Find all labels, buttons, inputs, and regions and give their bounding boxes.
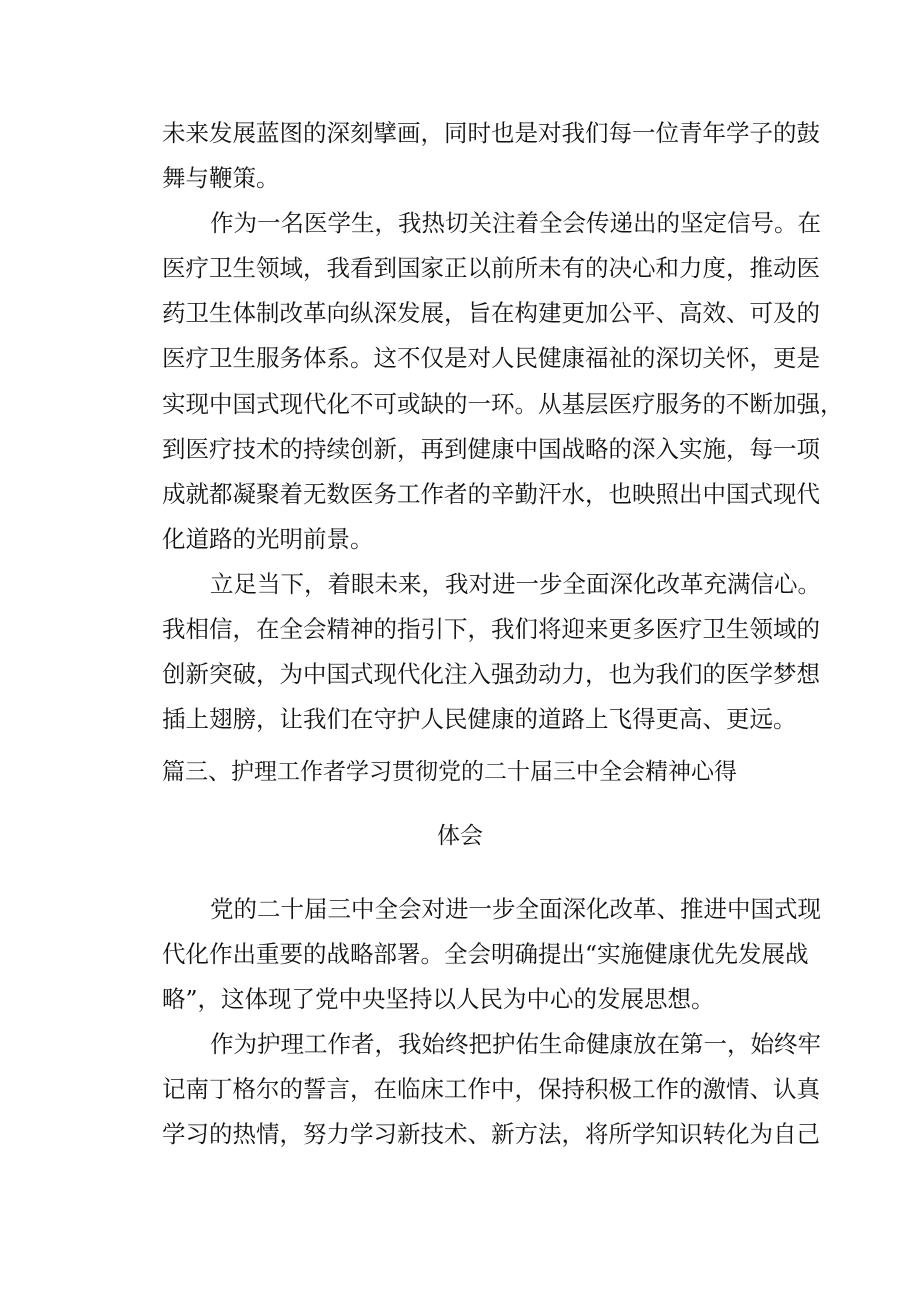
text-line: 未来发展蓝图的深刻擘画，同时也是对我们每一位青年学子的鼓	[162, 119, 820, 147]
text-line: 药卫生体制改革向纵深发展，旨在构建更加公平、高效、可及的	[162, 299, 820, 327]
text-line: 成就都凝聚着无数医务工作者的辛勤汗水，也映照出中国式现代	[162, 480, 820, 508]
text-line: 化道路的光明前景。	[162, 525, 374, 553]
section-heading: 篇三、护理工作者学习贯彻党的二十届三中全会精神心得	[162, 759, 737, 785]
text-line: 插上翅膀，让我们在守护人民健康的道路上飞得更高、更远。	[162, 705, 797, 733]
text-line: 医疗卫生服务体系。这不仅是对人民健康福祉的深切关怀，更是	[162, 344, 820, 372]
text-line: 作为一名医学生，我热切关注着全会传递出的坚定信号。在	[210, 209, 821, 237]
text-line: 我相信，在全会精神的指引下，我们将迎来更多医疗卫生领域的	[162, 615, 820, 643]
text-line: 党的二十届三中全会对进一步全面深化改革、推进中国式现	[210, 895, 821, 923]
text-line: 略”，这体现了党中央坚持以人民为中心的发展思想。	[162, 985, 715, 1013]
text-line: 创新突破，为中国式现代化注入强劲动力，也为我们的医学梦想	[162, 660, 820, 688]
text-line: 舞与鞭策。	[162, 164, 280, 192]
text-line: 立足当下，着眼未来，我对进一步全面深化改革充满信心。	[210, 570, 821, 598]
text-line: 记南丁格尔的誓言，在临床工作中，保持积极工作的激情、认真	[162, 1075, 820, 1103]
text-line: 代化作出重要的战略部署。全会明确提出“实施健康优先发展战	[162, 940, 809, 968]
text-line: 学习的热情，努力学习新技术、新方法，将所学知识转化为自己	[162, 1120, 820, 1148]
text-line: 到医疗技术的持续创新，再到健康中国战略的深入实施，每一项	[162, 435, 820, 463]
text-line: 医疗卫生领域，我看到国家正以前所未有的决心和力度，推动医	[162, 254, 820, 282]
text-line: 作为护理工作者，我始终把护佑生命健康放在第一，始终牢	[210, 1030, 821, 1058]
text-line: 实现中国式现代化不可或缺的一环。从基层医疗服务的不断加强，	[162, 390, 844, 418]
section-heading-continuation: 体会	[437, 823, 483, 849]
